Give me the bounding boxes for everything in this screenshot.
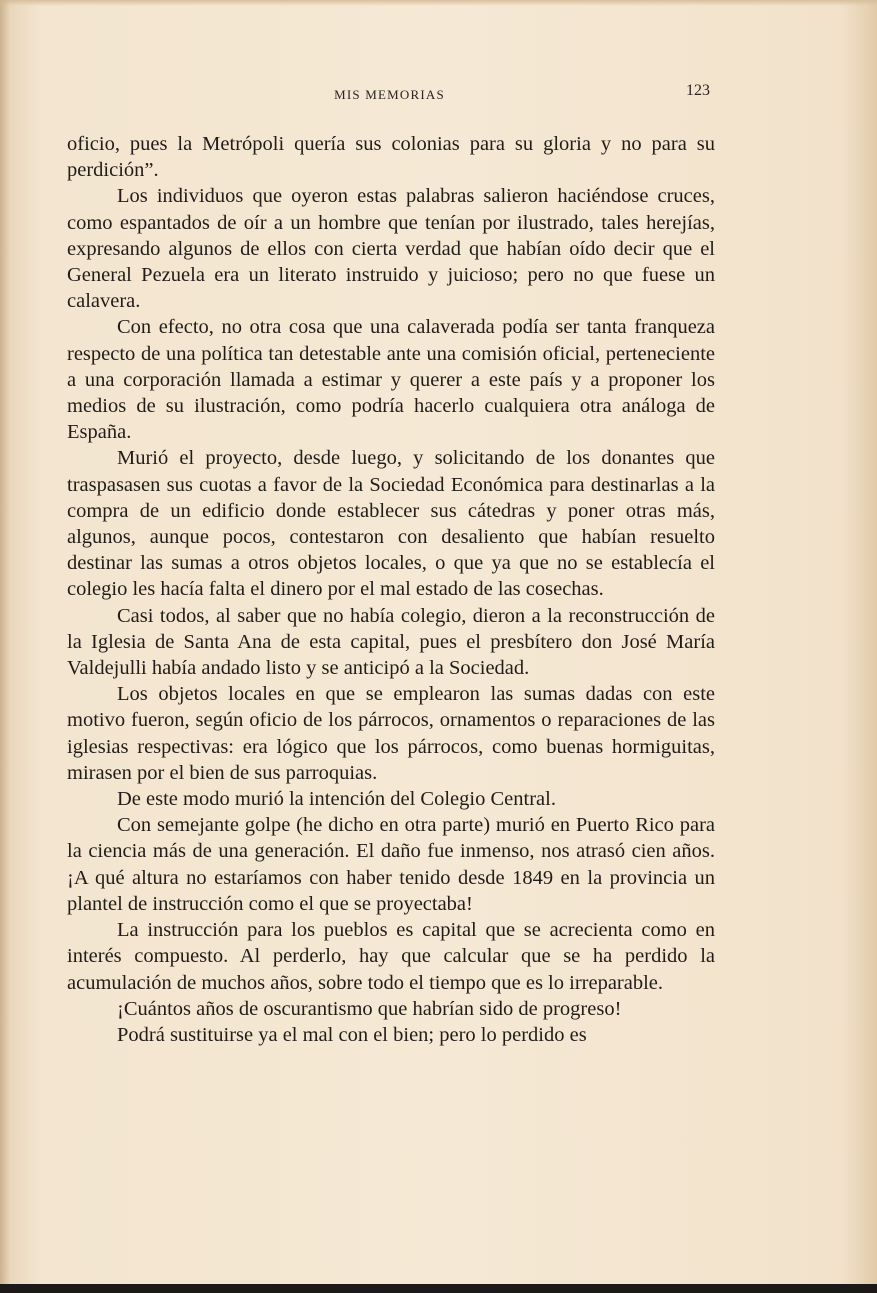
page-top-edge: [0, 0, 877, 6]
paragraph: Con semejante golpe (he dicho en otra parte) murió en Puerto Rico para la ciencia más de una generación. El daño fue inmenso, nos atrasó cien años. ¡A qué altura no estaríamos con haber tenido desde 1849 en la provincia un plantel de instrucción como el que se proyectaba!: [67, 814, 715, 915]
paragraph: La instrucción para los pueblos es capital que se acrecienta como en interés compuesto. Al perderlo, hay que calcular que se ha perdido la acumulación de muchos años, sobre todo el tiempo que es lo irreparable.: [67, 919, 715, 994]
paragraph: Los objetos locales en que se emplearon las sumas dadas con este motivo fueron, según oficio de los párrocos, ornamentos o reparaciones de las iglesias respectivas: era lógico que los párrocos, como buenas hormiguitas, mirasen por el bien de sus parroquias.: [67, 683, 715, 784]
paragraph: Casi todos, al saber que no había colegio, dieron a la reconstrucción de la Iglesia de Santa Ana de esta capital, pues el presbítero don José María Valdejulli había andado listo y se anticipó a la Sociedad.: [67, 604, 715, 680]
paragraph: Con efecto, no otra cosa que una calaverada podía ser tanta franqueza respecto de una política tan detestable ante una comisión oficial, perteneciente a una corporación llamada a estimar y querer a este país y a proponer los medios de su ilustración, como podría hacerlo cualquiera otra análoga de España.: [67, 316, 715, 444]
body-text: [67, 131, 715, 1048]
paragraph-continuation: oficio, pues la Metrópoli quería sus colonias para su gloria y no para su perdición”.: [67, 133, 715, 182]
page-header: [67, 82, 712, 106]
paragraph: ¡Cuántos años de oscurantismo que habrían sido de progreso!: [117, 997, 622, 1020]
page-bottom-edge: [0, 1284, 877, 1293]
page-left-edge: [0, 0, 10, 1293]
page-number: 123: [686, 82, 710, 99]
paragraph: Murió el proyecto, desde luego, y solicitando de los donantes que traspasasen sus cuotas a favor de la Sociedad Económica para destinarlas a la compra de un edificio donde establecer sus cátedras y poner otras más, algunos, aunque pocos, contestaron con desaliento que habían resuelto destinar las sumas a otros objetos locales, o que ya que no se establecía el colegio les hacía falta el dinero por el mal estado de las cosechas.: [67, 447, 715, 601]
running-head: MIS MEMORIAS: [334, 87, 445, 102]
paragraph: Podrá sustituirse ya el mal con el bien; pero lo perdido es: [117, 1023, 587, 1046]
paragraph: Los individuos que oyeron estas palabras salieron haciéndose cruces, como espantados de oír a un hombre que tenían por ilustrado, tales herejías, expresando algunos de ellos con cierta verdad que habían oído decir que el General Pezuela era un literato instruido y juicioso; pero no que fuese un calavera.: [67, 185, 715, 313]
paragraph: De este modo murió la intención del Colegio Central.: [117, 788, 556, 811]
